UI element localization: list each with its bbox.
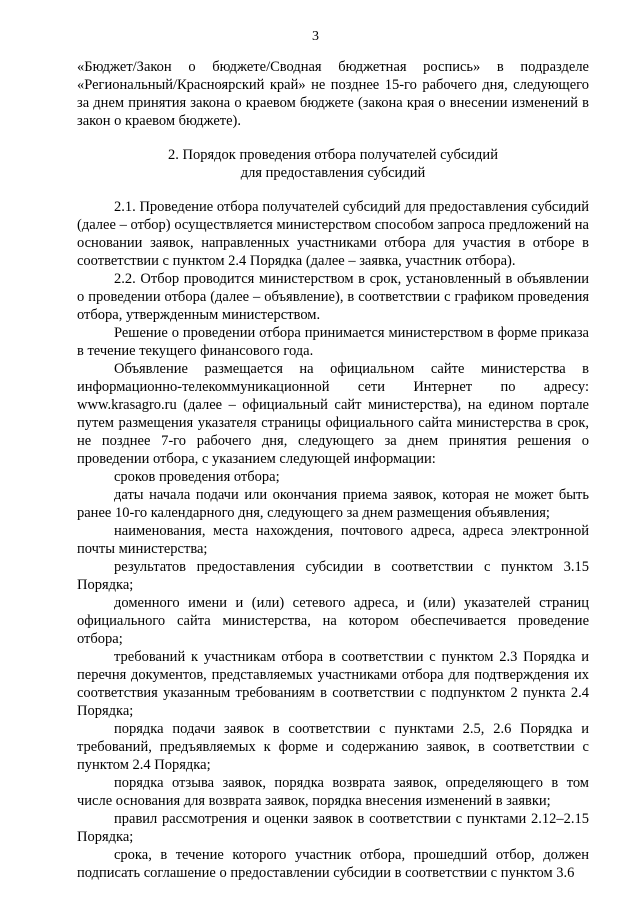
section-title-line-1: 2. Порядок проведения отбора получателей субсидий <box>168 147 498 163</box>
paragraph: Объявление размещается на официальном сайте министерства в информационно-телекоммуникационной сети Интернет по адресу: www.krasagro.ru (далее – официальный сайт министерства), на едином портале путем размещения указателя страницы официального сайта министерства в срок, не позднее 7-го рабочего дня, следующего за днем принятия решения о проведении отбора, с указанием следующей информации: <box>77 361 589 467</box>
list-item: сроков проведения отбора; <box>114 469 280 485</box>
paragraph: 2.2. Отбор проводится министерством в срок, установленный в объявлении о проведении отбора (далее – объявление), в соответствии с графиком проведения отбора, утвержденным министерством. <box>77 271 589 323</box>
list-item: правил рассмотрения и оценки заявок в соответствии с пунктами 2.12–2.15 Порядка; <box>77 811 589 845</box>
page-number: 3 <box>312 29 319 44</box>
list-item: доменного имени и (или) сетевого адреса, и (или) указателей страниц официального сайта министерства, на котором обеспечивается проведение отбора; <box>77 595 589 647</box>
paragraph: 2.1. Проведение отбора получателей субсидий для предоставления субсидий (далее – отбор) осуществляется министерством способом запроса предложений на основании заявок, направленных участниками отбора для участия в отборе в соответствии с пунктом 2.4 Порядка (далее – заявка, участник отбора). <box>77 199 589 269</box>
list-item: требований к участникам отбора в соответствии с пунктом 2.3 Порядка и перечня документов, представляемых участниками отбора для подтверждения их соответствия указанным требованиям в соответствии с подпунктом 2 пункта 2.4 Порядка; <box>77 649 589 719</box>
section-heading <box>77 146 589 182</box>
list-item: результатов предоставления субсидии в соответствии с пунктом 3.15 Порядка; <box>77 559 589 593</box>
paragraph: Решение о проведении отбора принимается министерством в форме приказа в течение текущего финансового года. <box>77 325 589 359</box>
document-body <box>77 58 589 882</box>
list-item: порядка отзыва заявок, порядка возврата заявок, определяющего в том числе основания для возврата заявок, порядка внесения изменений в заявки; <box>77 775 589 809</box>
section-title-line-2: для предоставления субсидий <box>240 165 426 181</box>
list-item: порядка подачи заявок в соответствии с пунктами 2.5, 2.6 Порядка и требований, предъявляемых к форме и содержанию заявок, в соответствии с пунктом 2.4 Порядка; <box>77 721 589 773</box>
list-item: срока, в течение которого участник отбора, прошедший отбор, должен подписать соглашение о предоставлении субсидии в соответствии с пунктом 3.6 <box>77 847 589 881</box>
intro-paragraph: «Бюджет/Закон о бюджете/Сводная бюджетная роспись» в подразделе «Региональный/Красноярский край» не позднее 15-го рабочего дня, следующего за днем принятия закона о краевом бюджете (закона края о внесении изменений в закон о краевом бюджете). <box>77 59 589 129</box>
list-item: наименования, места нахождения, почтового адреса, адреса электронной почты министерства; <box>77 523 589 557</box>
list-item: даты начала подачи или окончания приема заявок, которая не может быть ранее 10-го календарного дня, следующего за днем размещения объявления; <box>77 487 589 521</box>
